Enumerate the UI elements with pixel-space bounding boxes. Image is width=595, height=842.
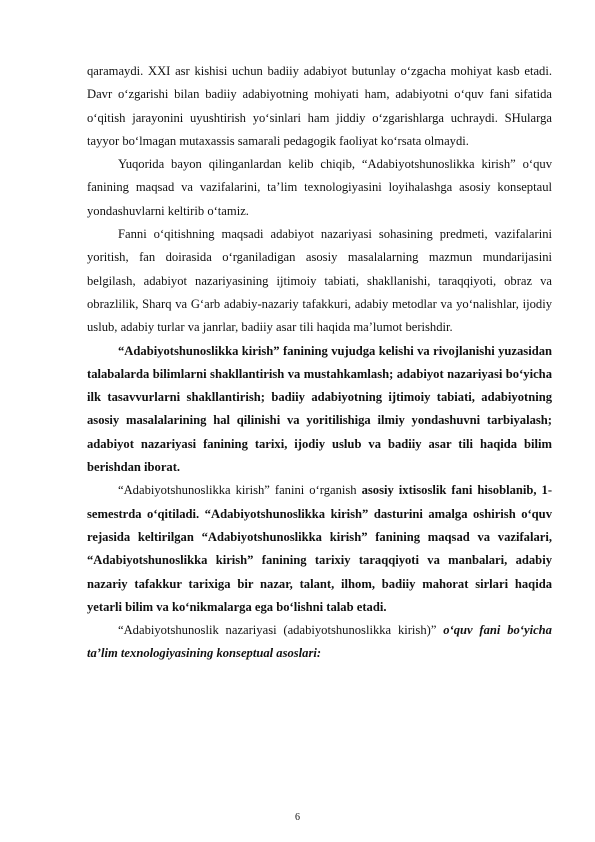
conceptual-basis-italic-text: o‘quv fani bo‘yicha ta’lim texnologiyasining konseptual asoslari: xyxy=(87,623,552,661)
document-page xyxy=(87,60,552,666)
conceptual-basis-intro-text: “Adabiyotshunoslik nazariyasi (adabiyotshunoslikka kirish)” xyxy=(118,623,444,638)
paragraph-course-tasks xyxy=(87,340,552,480)
page-number: 6 xyxy=(295,812,300,823)
paragraph-conceptual-basis xyxy=(87,619,552,666)
paragraph-intro: qaramaydi. XXI asr kishisi uchun badiiy adabiyot butunlay o‘zgacha mohiyat kasb etadi. Davr o‘zgarishi bilan badiiy adabiyotning mohiyati ham, adabiyotni o‘quv fani sifatida o‘qitish jarayonini uyushtirish yo‘sinlari ham jiddiy o‘zgarishlarga uchraydi. SHularga tayyor bo‘lmagan mutaxassis samarali pedagogik faoliyat ko‘rsata olmaydi. xyxy=(87,64,552,148)
paragraph-approaches: Yuqorida bayon qilinganlardan kelib chiqib, “Adabiyotshunoslikka kirish” o‘quv fanining maqsad va vazifalarini, ta’lim texnologiyasini loyihalashga asosiy konseptaul yondashuvlarni keltirib o‘tamiz. xyxy=(87,157,552,218)
requirements-bold-text: asosiy ixtisoslik fani hisoblanib, 1-semestrda o‘qitiladi. “Adabiyotshunoslikka kirish” dasturini amalga oshirish o‘quv rejasida keltirilgan “Adabiyotshunoslikka kirish” fanining maqsad va vazifalari, “Adabiyotshunoslikka kirish” fanining tarixiy taraqqiyoti va manbalari, adabiy nazariy tafakkur tarixiga bir nazar, talant, ilhom, badiiy mahorat sirlari haqida yetarli bilim va ko‘nikmalarga ega bo‘lishni talab etadi. xyxy=(87,483,553,614)
requirements-intro-text: “Adabiyotshunoslikka kirish” fanini o‘rganish xyxy=(118,483,362,498)
paragraph-course-requirements xyxy=(87,479,552,619)
course-tasks-bold-text: “Adabiyotshunoslikka kirish” fanining vujudga kelishi va rivojlanishi yuzasidan talabalarda bilimlarni shakllantirish va mustahkamlash; adabiyot nazariyasi bo‘yicha ilk tasavvurlarni shakllantirish; badiiy adabiyotning ijtimoiy tabiati, adabiyotning asosiy masalalarining hal qilinishi va yoritilishiga ilmiy yondashuvni tarbiyalash; adabiyot nazariyasi fanining tarixi, ijodiy uslub va badiiy asar tili haqida bilim berishdan iborat. xyxy=(87,343,552,475)
paragraph-course-goal: Fanni o‘qitishning maqsadi adabiyot nazariyasi sohasining predmeti, vazifalarini yoritish, fan doirasida o‘rganiladigan asosiy masalalarning mazmun mundarijasini belgilash, adabiyot nazariyasining ijtimoiy tabiati, shakllanishi, taraqqiyoti, obraz va obrazlilik, Sharq va G‘arb adabiy-nazariy tafakkuri, adabiy metodlar va yo‘nalishlar, ijodiy uslub, adabiy turlar va janrlar, badiiy asar tili haqida ma’lumot berishdir. xyxy=(87,227,552,335)
